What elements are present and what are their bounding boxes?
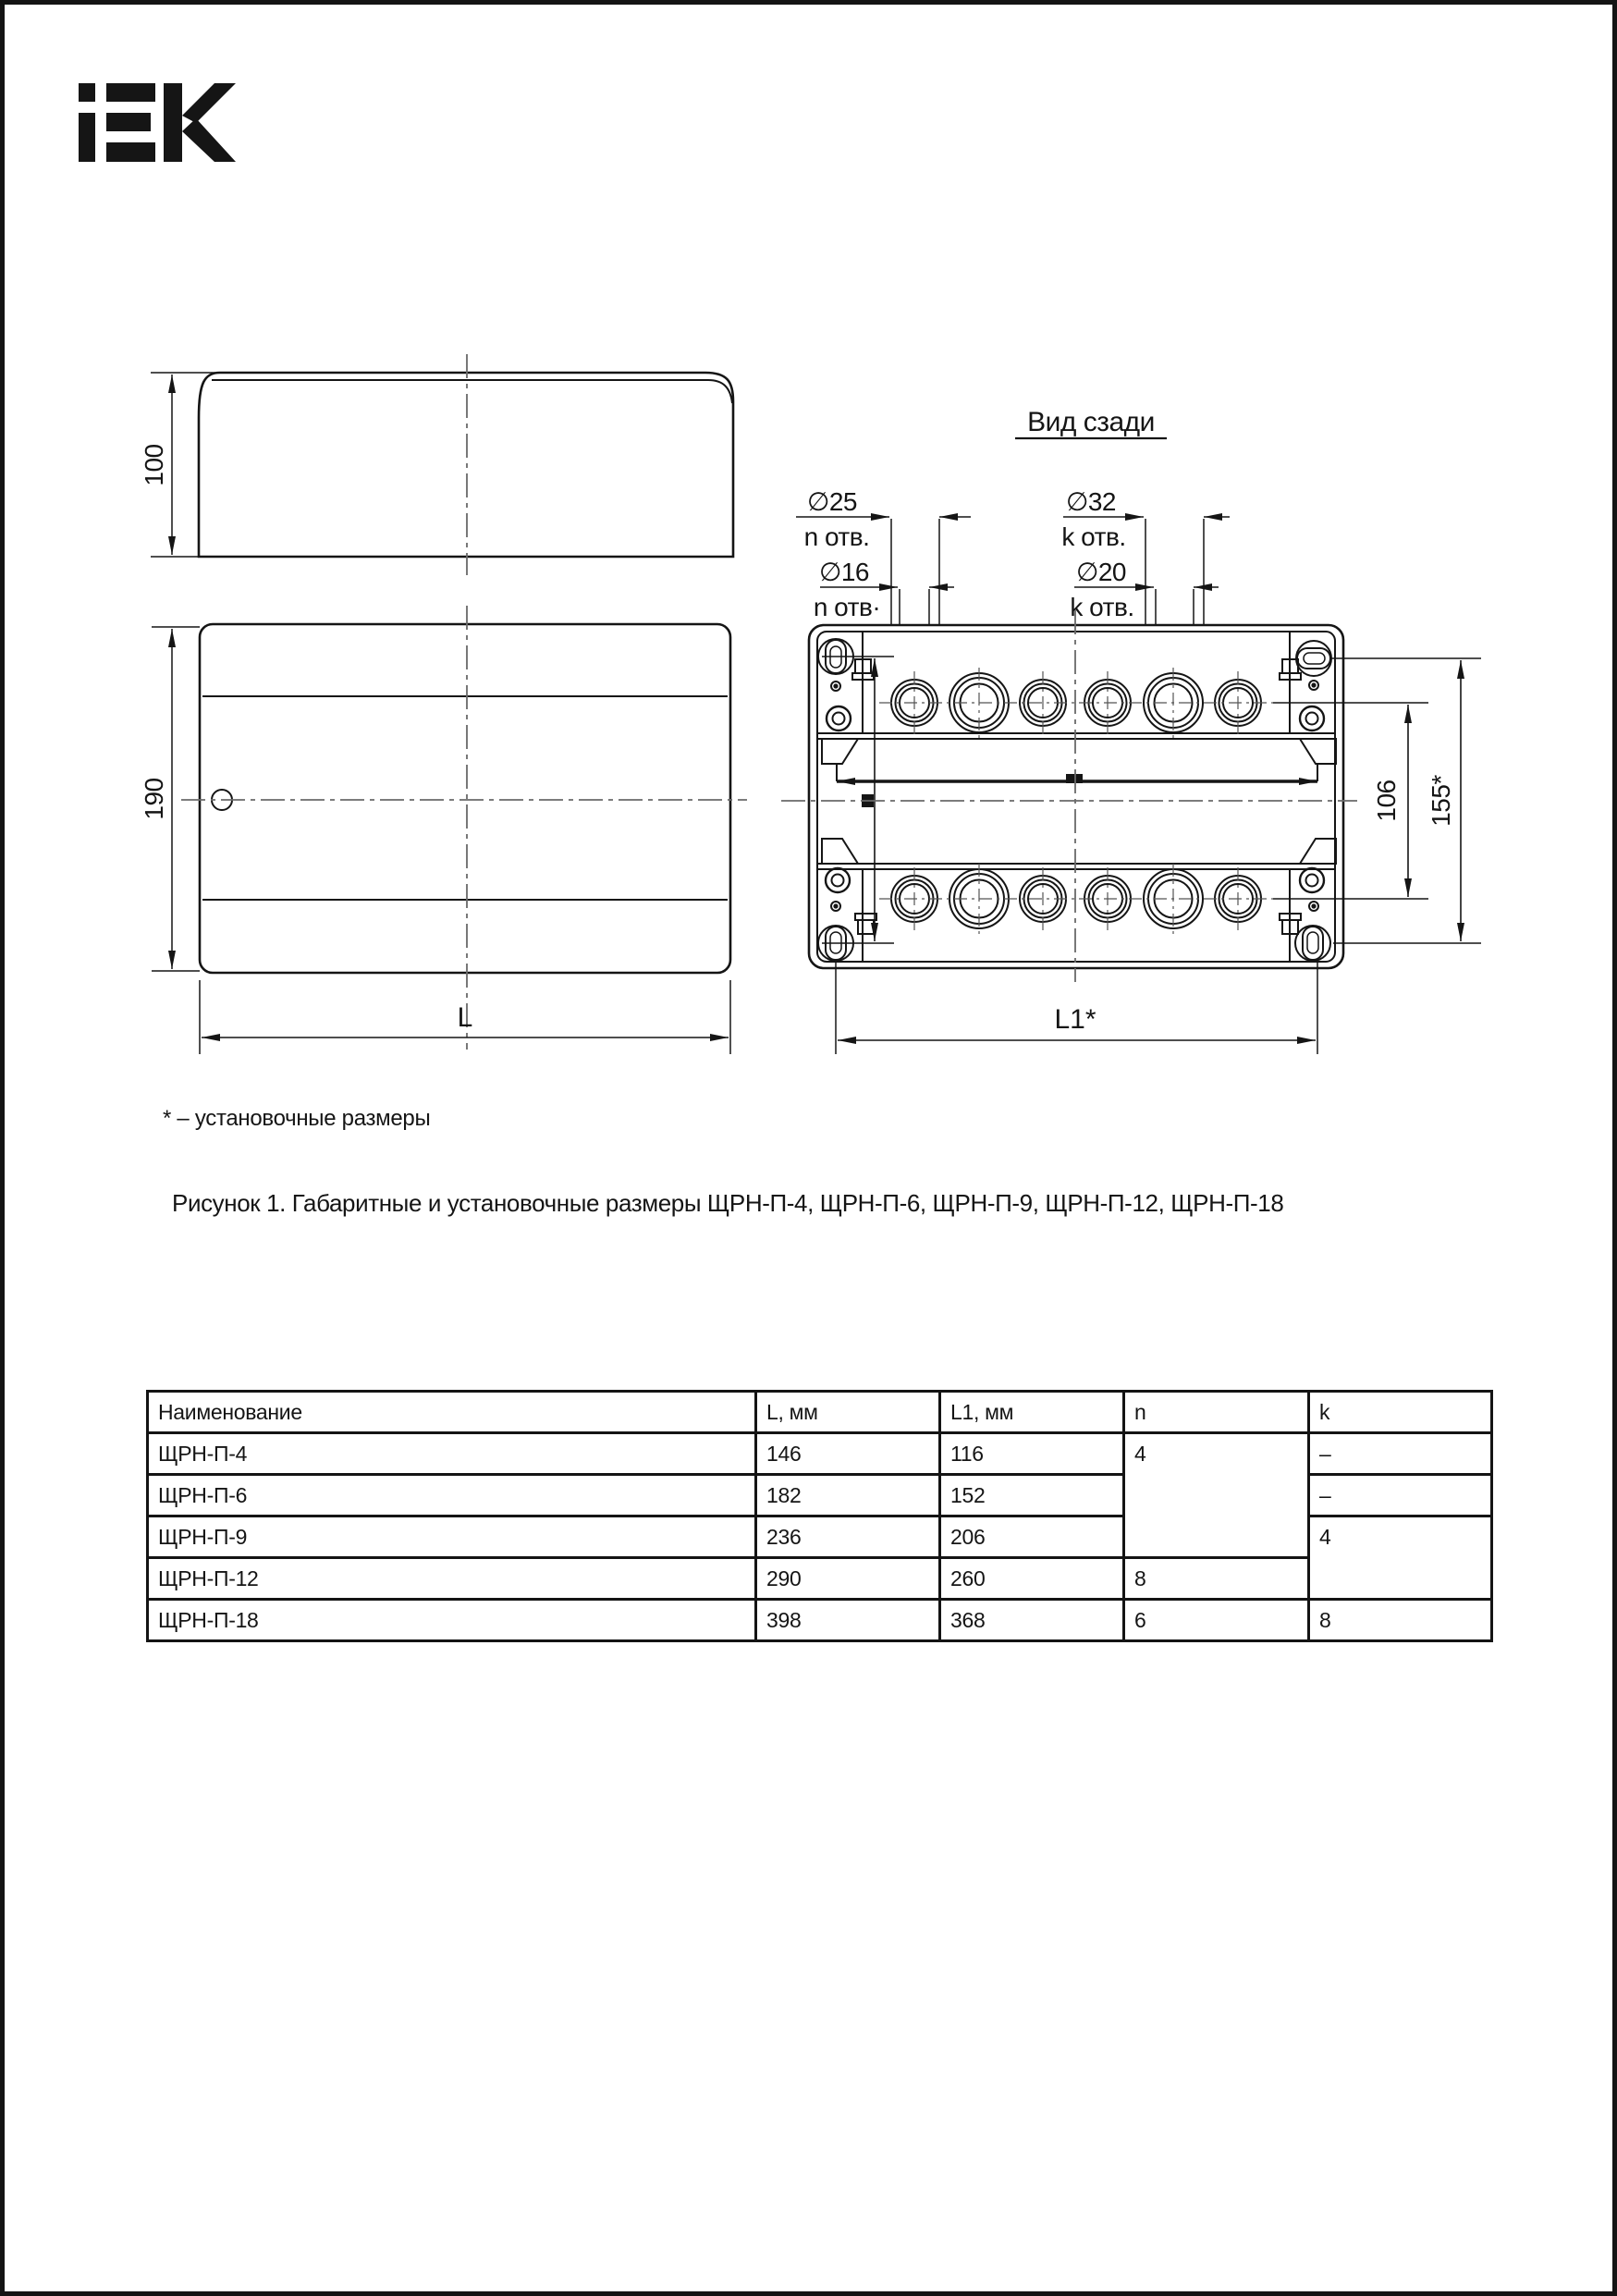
table-cell: 206 — [940, 1516, 1124, 1558]
front-view — [152, 606, 747, 1054]
column-header: n — [1124, 1392, 1309, 1433]
table-cell: 8 — [1124, 1558, 1309, 1600]
dim-rear-width-label: L1* — [1054, 1004, 1096, 1035]
dim-height-label: 190 — [140, 778, 168, 820]
table-cell: ЩРН-П-18 — [148, 1600, 756, 1641]
table-cell: 8 — [1309, 1600, 1492, 1641]
footnote: * – установочные размеры — [163, 1106, 431, 1131]
table-cell: – — [1309, 1433, 1492, 1475]
table-cell: 146 — [756, 1433, 940, 1475]
table-cell: 260 — [940, 1558, 1124, 1600]
table-cell: 398 — [756, 1600, 940, 1641]
dim-width-label: L — [457, 1002, 473, 1033]
hole-dia-25: ∅25 — [806, 487, 858, 516]
rear-view-title: Вид сзади — [1027, 407, 1155, 437]
table-cell: ЩРН-П-9 — [148, 1516, 756, 1558]
hole-qty-16: n отв· — [813, 593, 881, 621]
table-cell: 236 — [756, 1516, 940, 1558]
column-header: L1, мм — [940, 1392, 1124, 1433]
table-cell: 368 — [940, 1600, 1124, 1641]
table-cell: 6 — [1124, 1600, 1309, 1641]
table-cell: – — [1309, 1475, 1492, 1516]
column-header: k — [1309, 1392, 1492, 1433]
hole-dia-32: ∅32 — [1065, 487, 1117, 516]
table-cell: 182 — [756, 1475, 940, 1516]
table-cell: 4 — [1309, 1516, 1492, 1600]
hole-qty-25: n отв. — [803, 522, 870, 551]
column-header: Наименование — [148, 1392, 756, 1433]
table-body — [148, 1433, 1492, 1641]
dim-row-spacing-label: 106 — [1372, 780, 1401, 822]
table-row — [148, 1433, 1492, 1475]
iek-logo — [79, 83, 236, 162]
table-cell: ЩРН-П-6 — [148, 1475, 756, 1516]
side-view — [151, 354, 733, 575]
table-cell: 4 — [1124, 1433, 1309, 1558]
table-header-row — [148, 1392, 1492, 1433]
table-cell: 290 — [756, 1558, 940, 1600]
rear-view — [781, 610, 1357, 982]
column-header: L, мм — [756, 1392, 940, 1433]
dim-depth-label: 100 — [140, 444, 168, 486]
table-cell: 116 — [940, 1433, 1124, 1475]
hole-dia-20: ∅20 — [1075, 558, 1127, 586]
table-cell: 152 — [940, 1475, 1124, 1516]
table-cell: ЩРН-П-4 — [148, 1433, 756, 1475]
hole-dia-16: ∅16 — [818, 558, 870, 586]
hole-qty-32: k отв. — [1061, 522, 1126, 551]
table-row — [148, 1558, 1492, 1600]
dimensions-table — [146, 1390, 1493, 1642]
table-row — [148, 1600, 1492, 1641]
table-cell: ЩРН-П-12 — [148, 1558, 756, 1600]
dim-mount-height-label: 155* — [1427, 775, 1455, 827]
hole-qty-20: k отв. — [1070, 593, 1134, 621]
figure-caption: Рисунок 1. Габаритные и установочные размеры ЩРН-П-4, ЩРН-П-6, ЩРН-П-9, ЩРН-П-12, ЩРН-П-18 — [172, 1189, 1284, 1217]
